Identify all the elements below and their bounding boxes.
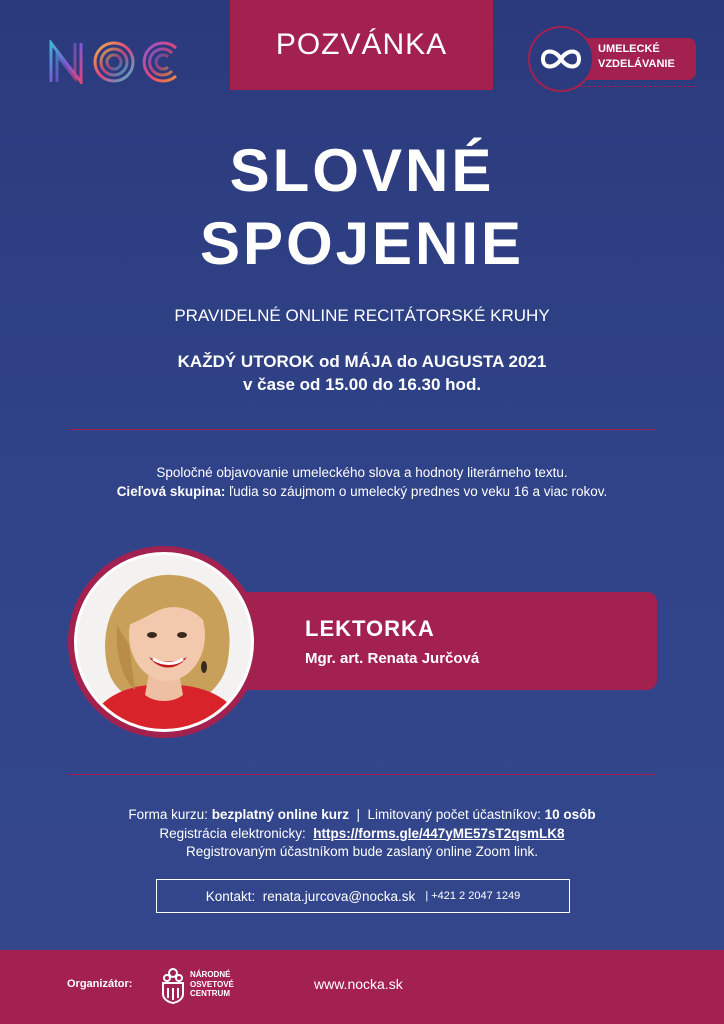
org-line-1: NÁRODNÉ	[190, 970, 231, 979]
schedule-time: v čase od 15.00 do 16.30 hod.	[242, 375, 482, 394]
target-group	[0, 482, 724, 501]
title-line-1: SLOVNÉ	[229, 137, 495, 204]
invitation-badge-label: POZVÁNKA	[275, 28, 448, 61]
infinity-icon	[528, 26, 594, 92]
lecturer-photo	[74, 552, 254, 732]
description-line: Spoločné objavovanie umeleckého slova a hodnoty literárneho textu.	[156, 465, 568, 480]
lecturer-heading: LEKTORKA	[305, 616, 435, 641]
org-line-2: OSVETOVÉ	[190, 979, 234, 989]
invitation-badge	[230, 0, 493, 90]
registration-link[interactable]: https://forms.gle/447yME57sT2qsmLK8	[313, 825, 565, 841]
website-link[interactable]: www.nocka.sk	[314, 976, 403, 992]
subtitle: PRAVIDELNÉ ONLINE RECITÁTORSKÉ KRUHY	[174, 306, 550, 325]
course-info	[0, 806, 724, 862]
info-separator: |	[348, 807, 368, 822]
divider-top	[69, 429, 655, 430]
partner-logo-dash	[568, 86, 696, 87]
divider-bottom	[69, 774, 655, 775]
organizer-label: Organizátor:	[67, 978, 133, 990]
narodne-osvetove-centrum-logo	[160, 966, 260, 1006]
course-info-line-1	[0, 806, 724, 825]
lecturer-panel	[220, 592, 657, 690]
schedule	[0, 350, 724, 396]
org-line-3: CENTRUM	[190, 989, 230, 998]
noc-logo	[48, 40, 180, 84]
umelecke-vzdelavanie-logo	[528, 26, 698, 94]
course-info-line-2	[0, 825, 724, 844]
description	[0, 463, 724, 501]
contact-phone[interactable]: | +421 2 2047 1249	[425, 890, 521, 902]
participant-limit-value: 10 osôb	[544, 807, 596, 822]
title-line-2: SPOJENIE	[199, 210, 525, 277]
schedule-days: KAŽDÝ UTOROK od MÁJA do AUGUSTA 2021	[177, 352, 547, 371]
partner-logo-line2: VZDELÁVANIE	[598, 58, 675, 70]
participant-limit-label: Limitovaný počet účastníkov:	[367, 807, 545, 822]
lecturer-name: Mgr. art. Renata Jurčová	[305, 650, 480, 667]
contact-email[interactable]: Kontakt: renata.jurcova@nocka.sk	[205, 888, 416, 904]
course-form-value: bezplatný online kurz	[211, 807, 349, 822]
contact-box	[156, 879, 570, 913]
lecturer-photo-frame	[68, 546, 260, 738]
zoom-note: Registrovaným účastníkom bude zaslaný online Zoom link.	[186, 844, 538, 859]
registration-label: Registrácia elektronicky:	[159, 825, 314, 841]
target-group-label: Cieľová skupina:	[116, 484, 226, 499]
target-group-text: ľudia so záujmom o umelecký prednes vo veku 16 a viac rokov.	[225, 484, 608, 499]
course-form-label: Forma kurzu:	[128, 807, 212, 822]
nosc-emblem-icon	[160, 966, 186, 1004]
partner-logo-line1: UMELECKÉ	[598, 43, 660, 55]
